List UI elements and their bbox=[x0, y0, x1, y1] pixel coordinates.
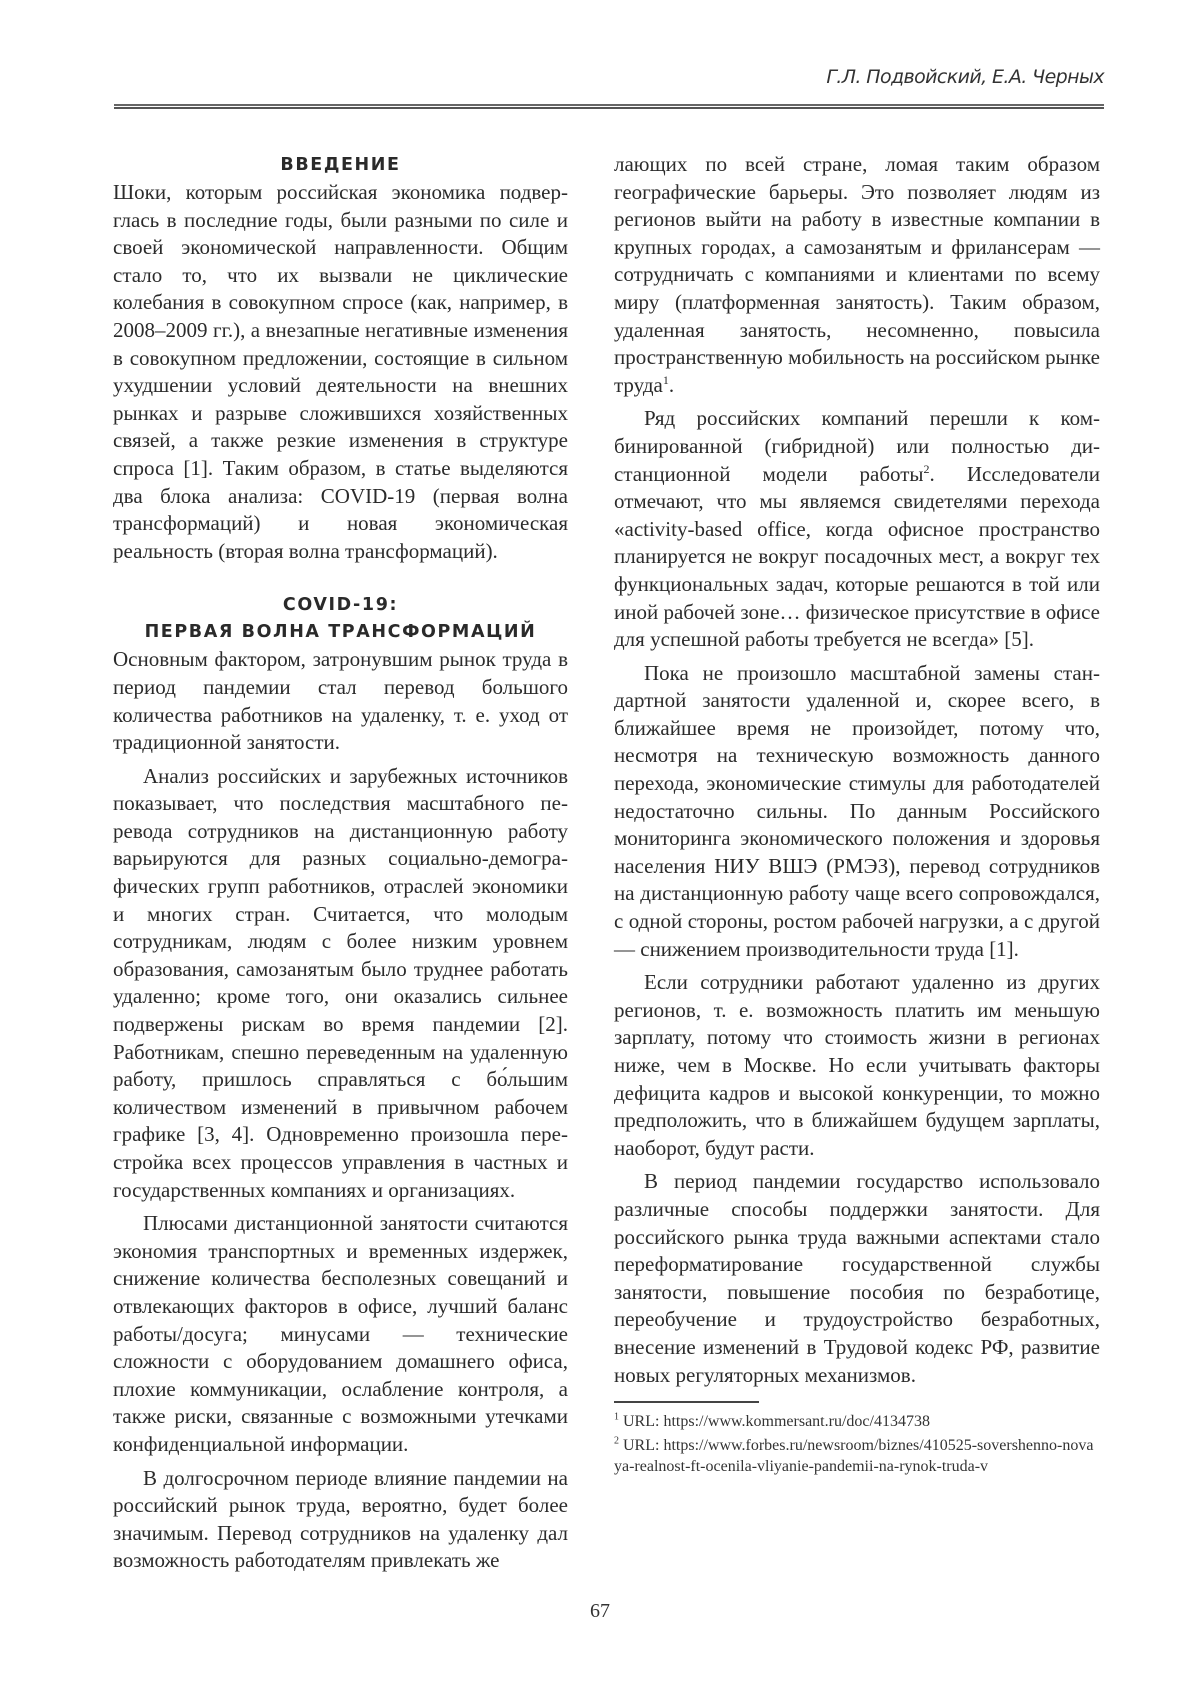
body-paragraph: В долгосрочном периоде влияние пандемии на российский рынок труда, вероятно, будет более значимым. Перевод сотрудников на удаленку дал возможность работодателям привлекать же bbox=[113, 1465, 568, 1573]
footnote-separator bbox=[614, 1401, 759, 1403]
footnote-mark: 2 bbox=[614, 1435, 619, 1447]
footnote-ref-2[interactable]: 2 bbox=[923, 461, 930, 476]
body-paragraph: Плюсами дистанционной занятости считаются экономия транспортных и временных издержек, снижение количества бесполезных совещаний и отвлекающих факторов в офисе, лучший баланс работы/досуга; минусами — технические сложности с оборудованием домашнего офиса, плохие коммуникации, ослабление контроля, а также риски, связанные с возможными утечками конфиденциальной информации. bbox=[113, 1211, 568, 1456]
intro-paragraph: Шоки, которым российская экономика подверглась в последние годы, были разными по силе и своей экономической направленности. Общим стало то, что их вызвали не циклические колебания в совокупном спросе (как, например, в 2008–2009 гг.), а внезапные негативные изменения в совокупном предложении, состоящие в сильном ухудшении условий деятельности на внешних рынках и разрыве сложившихся хозяйственных связей, а также резкие изменения в структуре спроса [1]. Таким образом, в статье выделяются два блока анализа: COVID-19 (первая волна трансформаций) и новая экономическая реальность (вторая волна трансформаций). bbox=[113, 180, 568, 563]
section-title-covid-line2: ПЕРВАЯ ВОЛНА ТРАНСФОРМАЦИЙ bbox=[144, 622, 537, 643]
body-paragraph bbox=[614, 151, 1100, 399]
body-paragraph bbox=[614, 405, 1100, 653]
running-head-authors: Г.Л. Подвойский, Е.А. Черных bbox=[826, 66, 1104, 88]
header-rule-line bbox=[114, 104, 1104, 106]
footnote-text[interactable]: URL: https://www.kommersant.ru/doc/4134738 bbox=[623, 1413, 930, 1431]
footnote-mark: 1 bbox=[614, 1411, 619, 1423]
footnote-1 bbox=[614, 1411, 1100, 1432]
body-paragraph: Анализ российских и зарубежных источников показывает, что последствия масштабного перевода сотрудников на дистанционную работу варьируются для разных социально-демографических групп работников, отраслей экономики и многих стран. Считается, что молодым сотрудникам, людям с более низким уровнем образования, самозанятым было труднее работать удаленно; кроме того, они оказались сильнее подвержены рискам во время пандемии [2]. Работникам, спешно переведенным на удаленную работу, пришлось справляться с бо́льшим количеством изменений в привычном рабочем графике [3, 4]. Одновременно произошла перестройка всех процессов управления в частных и государственных компаниях и организациях. bbox=[113, 763, 568, 1202]
left-column bbox=[113, 152, 568, 1575]
section-title-introduction: ВВЕДЕНИЕ bbox=[280, 155, 401, 175]
right-column bbox=[614, 151, 1100, 1477]
paragraph-text: . Исследователи отмечают, что мы являемся свидетелями перехода «activity-based office, когда офисное пространство планируется не вокруг посадочных мест, а вокруг тех функциональных задач, которые решаются в той или иной рабочей зоне… физическое присутствие в офисе для успешной работы требуется не всегда» [5]. bbox=[614, 461, 1100, 652]
page-number: 67 bbox=[590, 1600, 610, 1622]
paragraph-text: лающих по всей стране, ломая таким образом географические барьеры. Это позволяет людям из регионов выйти на работу в известные компании в крупных городах, а самозанятым и фрилансерам — сотрудничать с компаниями и клиентами по всему миру (платформенная занятость). Таким образом, удаленная занятость, несомненно, повысила пространственную мобильность на российском рынке труда bbox=[614, 152, 1100, 397]
section-title-covid bbox=[113, 592, 568, 646]
body-paragraph: В период пандемии государство использовало различные способы поддержки занятости. Для российского рынка труда важными аспектами стало переформатирование государственной службы занятости, повышение пособия по безработице, переобучение и трудоустройство безработных, внесение изменений в Трудовой кодекс РФ, развитие новых регуляторных механизмов. bbox=[614, 1169, 1100, 1387]
section-title-covid-line1: COVID-19: bbox=[282, 595, 399, 616]
footnote-text[interactable]: URL: https://www.forbes.ru/newsroom/biznes/410525-sovershenno-novaya-realnost-ft-ocenila-vliyanie-pandemii-na-rynok-truda-v bbox=[614, 1437, 1094, 1476]
footnote-ref-1[interactable]: 1 bbox=[662, 372, 669, 387]
body-paragraph: Основным фактором, затронувшим рынок труда в период пандемии стал перевод большого количества работников на удаленку, т. е. уход от традиционной занятости. bbox=[113, 647, 568, 755]
header-rule-line bbox=[114, 107, 1104, 109]
footnote-2 bbox=[614, 1435, 1100, 1477]
paragraph-text: Ряд российских компаний перешли к комбинированной (гибридной) или полностью дистанционной модели работы bbox=[614, 406, 1100, 486]
body-paragraph: Если сотрудники работают удаленно из других регионов, т. е. возможность платить им меньшую зарплату, потому что стоимость жизни в регионах ниже, чем в Москве. Но если учитывать факторы дефицита кадров и высокой конкуренции, то можно предположить, что в ближайшем будущем зарплаты, наоборот, будут расти. bbox=[614, 970, 1100, 1160]
body-paragraph: Пока не произошло масштабной замены стандартной занятости удаленной и, скорее всего, в ближайшее время не произойдет, потому что, несмотря на техническую возможность данного перехода, экономические стимулы для работодателей недостаточно сильны. По данным Российского мониторинга экономического положения и здоровья населения НИУ ВШЭ (РМЭЗ), перевод сотрудников на дистанционную работу чаще всего сопровождался, с одной стороны, ростом рабочей нагрузки, а с другой — снижением производительности труда [1]. bbox=[614, 660, 1100, 961]
paragraph-text: . bbox=[668, 372, 675, 397]
header-double-rule bbox=[114, 104, 1104, 111]
